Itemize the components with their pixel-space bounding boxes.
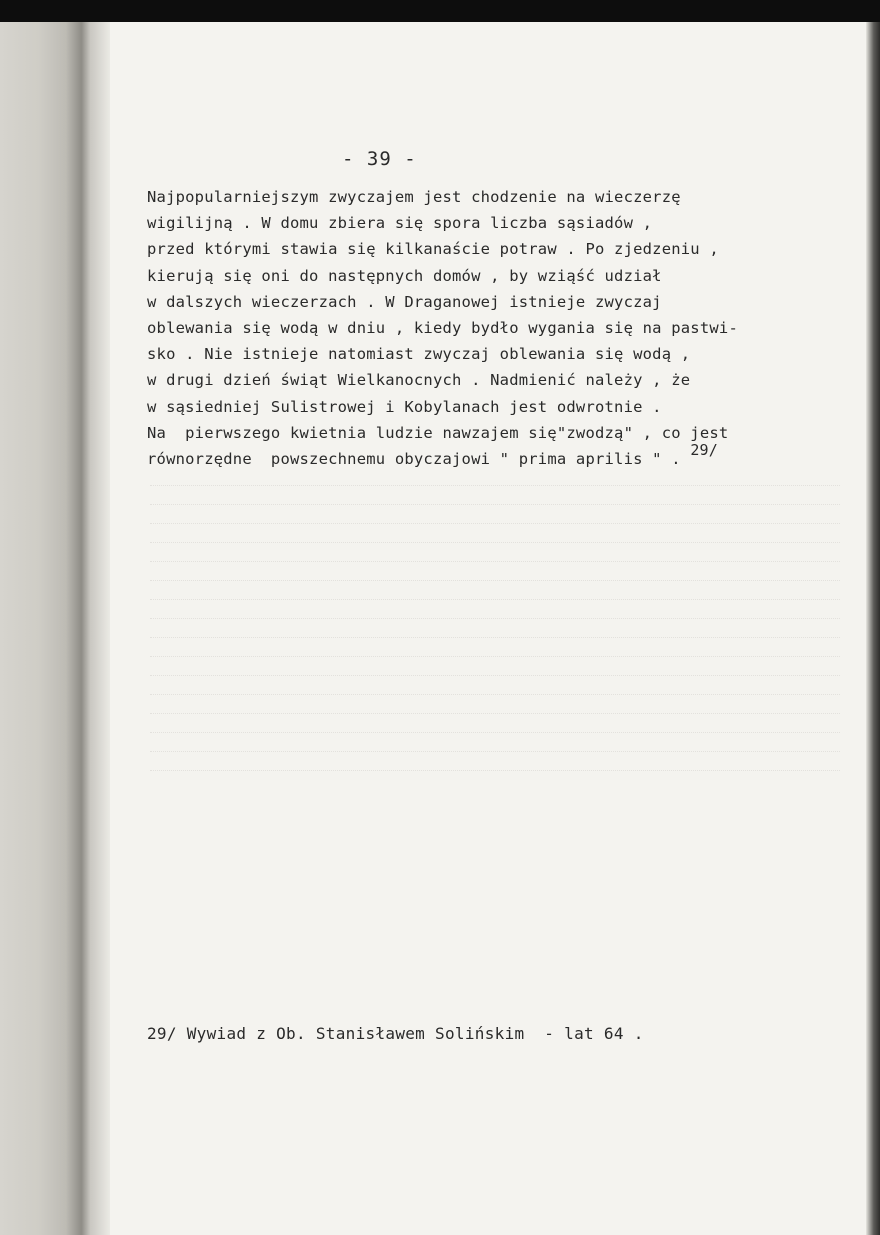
text-line: wigilijną . W domu zbiera się spora liczba sąsiadów , [147, 214, 653, 233]
text-line: w drugi dzień świąt Wielkanocnych . Nadmienić należy , że [147, 371, 691, 390]
reverse-side-bleed-through [150, 477, 840, 789]
text-line: Na pierwszego kwietnia ludzie nawzajem się"zwodzą" , co jest [147, 423, 729, 442]
text-line: sko . Nie istnieje natomiast zwyczaj oblewania się wodą , [147, 345, 691, 364]
page-binding-shadow [0, 22, 110, 1235]
text-line: w dalszych wieczerzach . W Draganowej istnieje zwyczaj [147, 292, 662, 311]
document-page [110, 22, 866, 1235]
scan-top-border [0, 0, 880, 22]
text-line-last [147, 441, 847, 472]
text-line: Najpopularniejszym zwyczajem jest chodzenie na wieczerzę [147, 188, 681, 206]
text-line: oblewania się wodą w dniu , kiedy bydło wygania się na pastwi- [147, 319, 738, 338]
text-line: w sąsiedniej Sulistrowej i Kobylanach jest odwrotnie . [147, 397, 662, 416]
main-text [147, 184, 847, 472]
footnote: 29/ Wywiad z Ob. Stanisławem Solińskim - lat 64 . [147, 1024, 644, 1043]
footnote-reference: 29/ [690, 441, 719, 460]
text-line: kierują się oni do następnych domów , by wziąść udział [147, 266, 662, 285]
page-number: - 39 - [342, 148, 417, 170]
page-right-edge [866, 22, 880, 1235]
text-line-content: równorzędne powszechnemu obyczajowi " prima aprilis " . [147, 450, 681, 469]
text-line: przed którymi stawia się kilkanaście potraw . Po zjedzeniu , [147, 240, 719, 259]
